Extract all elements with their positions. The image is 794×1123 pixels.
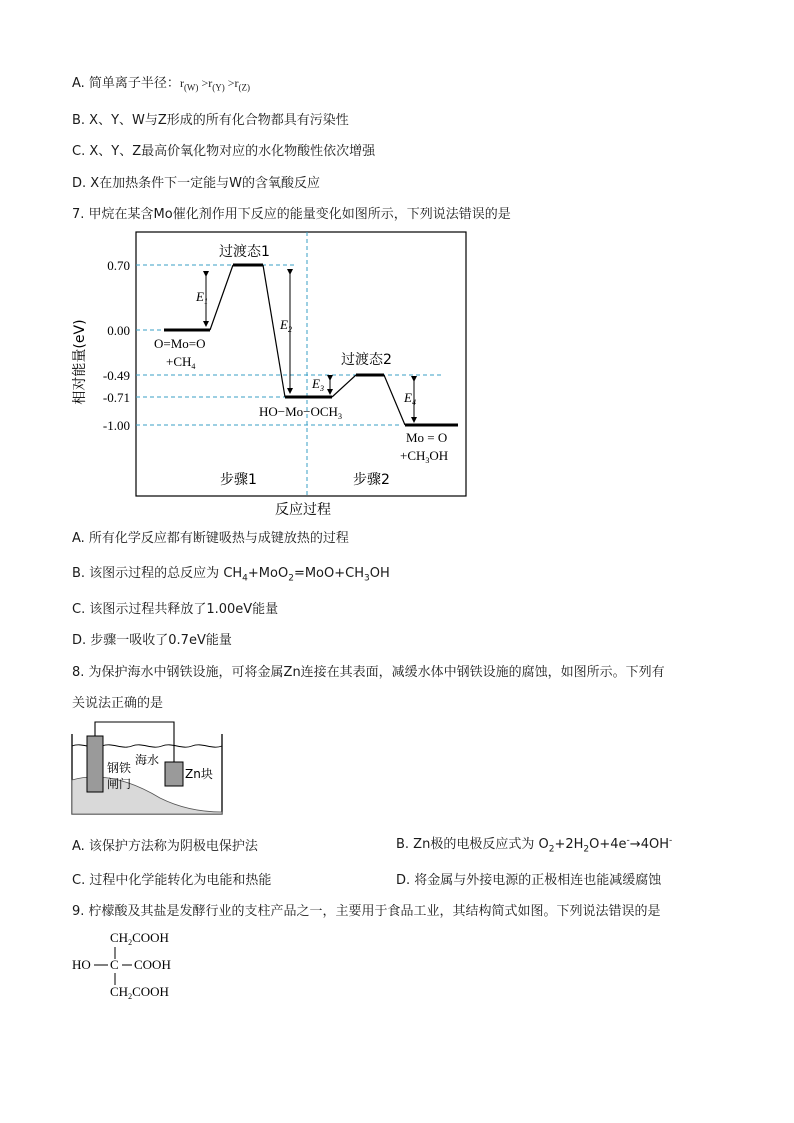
q8-option-a: A. 该保护方法称为阴极电保护法 xyxy=(72,839,258,854)
q6-option-d: D. X在加热条件下一定能与W的含氧酸反应 xyxy=(72,176,321,191)
tick-000: 0.00 xyxy=(107,323,130,338)
q8-option-b-sub1: 2 xyxy=(548,844,555,855)
q7-option-c: C. 该图示过程共释放了1.00eV能量 xyxy=(72,602,279,617)
q8-option-b xyxy=(396,833,672,855)
corrosion-figure xyxy=(70,720,226,818)
label-zn: Zn块 xyxy=(185,767,213,781)
q7-option-b-text3: =MoO+CH xyxy=(293,566,364,581)
species-product-1: Mo = O xyxy=(406,430,448,445)
struct-ho: HO xyxy=(72,957,91,972)
q7-option-b-text1: B. 该图示过程的总反应为 CH xyxy=(72,566,243,581)
gt-2: > xyxy=(224,76,235,90)
q7-option-d: D. 步骤一吸收了0.7eV能量 xyxy=(72,633,232,648)
tick-m071: -0.71 xyxy=(102,390,130,405)
q7-option-b-text4: OH xyxy=(369,566,390,581)
radius-y: r xyxy=(208,76,213,90)
gt-1: > xyxy=(198,76,209,90)
label-steel-2: 闸门 xyxy=(107,777,132,791)
q7-option-b-text2: +MoO xyxy=(247,566,289,581)
q6-option-a-text: A. 简单离子半径： xyxy=(72,76,180,91)
q7-option-b xyxy=(72,562,390,584)
zn-block xyxy=(165,762,183,786)
struct-top: $CH_2COOH$ xyxy=(110,930,169,947)
radius-z-sub: (Z) xyxy=(238,82,250,93)
q8-option-b-sup1: - xyxy=(626,835,630,846)
y-axis-label: 相对能量(eV) xyxy=(72,319,88,405)
q7-option-b-sub1: 4 xyxy=(242,573,248,584)
radius-z: r xyxy=(234,76,239,90)
q8-option-b-arrow: → xyxy=(629,837,641,852)
radius-y-sub: (Y) xyxy=(212,82,225,93)
struct-cooh: COOH xyxy=(134,957,171,972)
citric-acid-structure xyxy=(70,924,200,1004)
x-axis-label: 反应过程 xyxy=(275,502,331,518)
q8-option-d: D. 将金属与外接电源的正极相连也能减缓腐蚀 xyxy=(396,873,662,888)
label-step1: 步骤1 xyxy=(220,472,257,488)
q9-stem: 9. 柠檬酸及其盐是发酵行业的支柱产品之一，主要用于食品工业，其结构简式如图。下列说法错误的是 xyxy=(72,904,661,919)
struct-c: C xyxy=(110,957,119,972)
q8-option-b-text3: O+4e xyxy=(589,837,627,852)
q8-option-b-text4: 4OH xyxy=(640,837,669,852)
energy-diagram xyxy=(66,226,476,522)
connector-1 xyxy=(210,265,233,330)
connector-4 xyxy=(384,375,405,425)
q7-option-b-sub2: 2 xyxy=(288,573,294,584)
steel-gate xyxy=(87,736,103,792)
species-product-2: $+CH_3OH$ xyxy=(400,448,449,465)
connector-3 xyxy=(332,375,356,397)
q8-option-b-text1: B. Zn极的电极反应式为 O xyxy=(396,837,549,852)
label-ts1: 过渡态1 xyxy=(219,244,270,260)
tick-m100: -1.00 xyxy=(102,418,130,433)
q6-option-c: C. X、Y、Z最高价氧化物对应的水化物酸性依次增强 xyxy=(72,144,376,159)
q7-stem: 7. 甲烷在某含Mo催化剂作用下反应的能量变化如图所示，下列说法错误的是 xyxy=(72,207,511,222)
q7-option-a: A. 所有化学反应都有断键吸热与成键放热的过程 xyxy=(72,531,349,546)
label-e1: $E_1$ xyxy=(196,289,208,306)
q8-option-c: C. 过程中化学能转化为电能和热能 xyxy=(72,873,272,888)
label-step2: 步骤2 xyxy=(353,472,390,488)
q6-option-b: B. X、Y、W与Z形成的所有化合物都具有污染性 xyxy=(72,113,349,128)
label-e2: $E_2$ xyxy=(280,317,292,334)
tick-m049: -0.49 xyxy=(102,368,130,383)
label-ts2: 过渡态2 xyxy=(341,352,392,368)
label-e4: $E_4$ xyxy=(404,390,416,407)
q6-option-a xyxy=(72,72,250,92)
label-e3: $E_3$ xyxy=(312,376,324,393)
q8-stem-line1: 8. 为保护海水中钢铁设施，可将金属Zn连接在其表面，减缓水体中钢铁设施的腐蚀，如图所示。下列有 xyxy=(72,665,665,680)
tick-070: 0.70 xyxy=(107,258,130,273)
label-steel-1: 钢铁 xyxy=(107,761,132,775)
q8-option-b-sup2: - xyxy=(668,835,673,846)
q7-option-b-sub3: 3 xyxy=(363,573,370,584)
species-reactant-2: $+CH_4$ xyxy=(166,354,196,371)
q8-stem-line2: 关说法正确的是 xyxy=(72,696,164,711)
species-intermediate: $HO-Mo-OCH_3$ xyxy=(259,404,342,421)
struct-bottom: $CH_2COOH$ xyxy=(110,984,169,1001)
label-sea: 海水 xyxy=(135,753,160,767)
radius-w-sub: (W) xyxy=(183,82,199,93)
radius-w: r xyxy=(179,76,184,90)
species-reactant-1: O=Mo=O xyxy=(154,336,206,351)
q8-option-b-text2: +2H xyxy=(554,837,584,852)
q8-option-b-sub2: 2 xyxy=(583,844,590,855)
